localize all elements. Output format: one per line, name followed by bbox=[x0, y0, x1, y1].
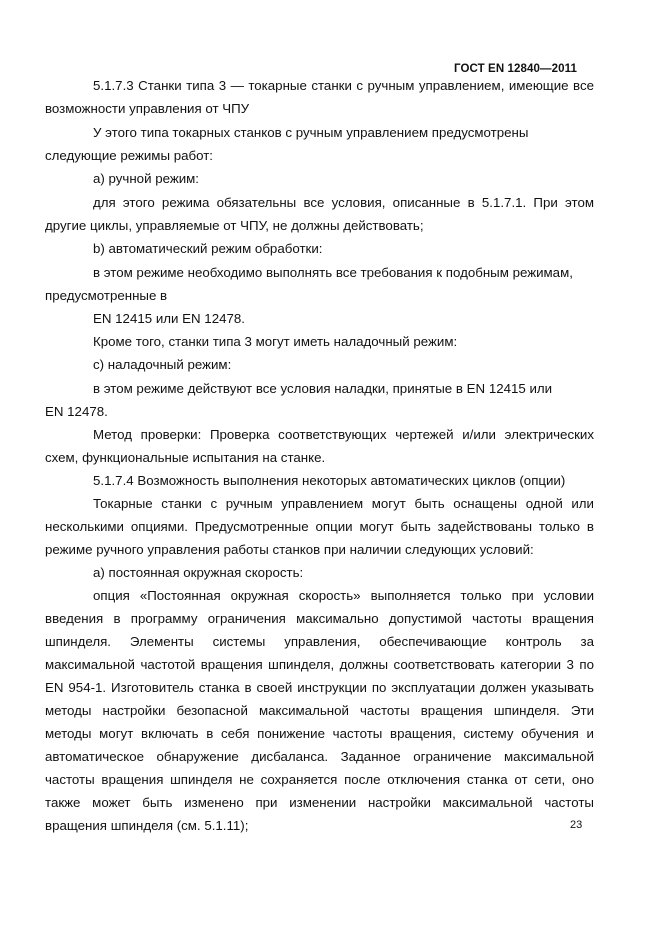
text-line: 5.1.7.3 Станки типа 3 — токарные станки с ручным управлением, имеющие все bbox=[93, 78, 594, 93]
text-line: EN 954-1. Изготовитель станка в своей инструкции по эксплуатации должен указывать bbox=[45, 680, 594, 695]
text-line: режиме ручного управления работы станков при наличии следующих условий: bbox=[45, 542, 534, 557]
text-line: схем, функциональные испытания на станке. bbox=[45, 450, 326, 465]
text-line: другие циклы, управляемые от ЧПУ, не должны действовать; bbox=[45, 218, 424, 233]
text-line: следующие режимы работ: bbox=[45, 148, 213, 163]
text-line: для этого режима обязательны все условия, описанные в 5.1.7.1. При этом bbox=[93, 195, 594, 210]
text-line: b) автоматический режим обработки: bbox=[93, 241, 323, 256]
text-line: шпинделя. Элементы системы управления, обеспечивающие контроль за bbox=[45, 634, 594, 649]
text-line: частоты вращения шпинделя не сохраняется после отключения станка от сети, оно bbox=[45, 772, 594, 787]
text-line: EN 12478. bbox=[45, 404, 108, 419]
text-line: в этом режиме действуют все условия наладки, принятые в EN 12415 или bbox=[93, 381, 553, 396]
page-number: 23 bbox=[570, 819, 583, 831]
text-line: EN 12415 или EN 12478. bbox=[93, 311, 245, 326]
text-line: также может быть изменено при изменении настройки максимальной частоты bbox=[45, 795, 594, 810]
text-line: 5.1.7.4 Возможность выполнения некоторых автоматических циклов (опции) bbox=[93, 473, 566, 488]
text-line: опция «Постоянная окружная скорость» выполняется только при условии bbox=[93, 588, 594, 603]
text-line: несколькими опциями. Предусмотренные опции могут быть задействованы только в bbox=[45, 519, 594, 534]
text-line: а) ручной режим: bbox=[93, 171, 199, 186]
text-line: в этом режиме необходимо выполнять все требования к подобным режимам, bbox=[93, 265, 573, 280]
text-line: введения в программу ограничения максимально допустимой частоты вращения bbox=[45, 611, 594, 626]
text-line: методы могут включать в себя понижение частоты вращения, систему обучения и bbox=[45, 726, 594, 741]
text-line: возможности управления от ЧПУ bbox=[45, 101, 250, 116]
text-line: Кроме того, станки типа 3 могут иметь наладочный режим: bbox=[93, 334, 458, 349]
text-line: вращения шпинделя (см. 5.1.11); bbox=[45, 818, 249, 833]
text-line: методы настройки безопасной максимальной частоты вращения шпинделя. Эти bbox=[45, 703, 594, 718]
text-line: автоматическое обнаружение дисбаланса. Заданное ограничение максимальной bbox=[45, 749, 594, 764]
document-header: ГОСТ EN 12840—2011 bbox=[454, 63, 577, 75]
text-line: Токарные станки с ручным управлением могут быть оснащены одной или bbox=[93, 496, 594, 511]
text-line: У этого типа токарных станков с ручным управлением предусмотрены bbox=[93, 125, 529, 140]
text-line: максимальной частотой вращения шпинделя, должны соответствовать категории 3 по bbox=[45, 657, 594, 672]
text-line: предусмотренные в bbox=[45, 288, 168, 303]
text-line: Метод проверки: Проверка соответствующих чертежей и/или электрических bbox=[93, 427, 594, 442]
text-line: а) постоянная окружная скорость: bbox=[93, 565, 304, 580]
text-line: c) наладочный режим: bbox=[93, 357, 232, 372]
